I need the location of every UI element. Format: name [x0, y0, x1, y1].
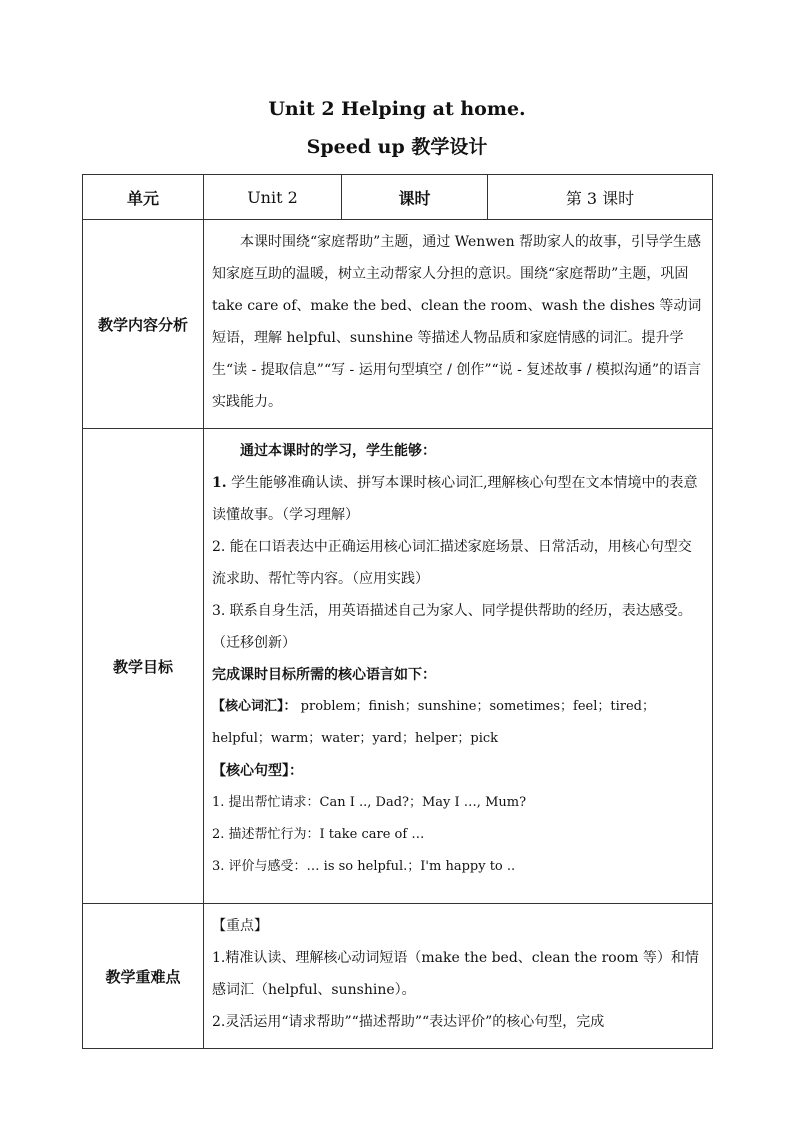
- keypoint-1: 1.精准认读、理解核心动词短语（make the bed、clean the room 等）和情感词汇（helpful、sunshine）。: [212, 950, 699, 998]
- lesson-label-cell: [342, 175, 488, 220]
- unit-value: Unit 2: [247, 187, 298, 207]
- goals-content-cell: [204, 429, 713, 904]
- core-language-intro: 完成课时目标所需的核心语言如下：: [212, 667, 436, 683]
- analysis-row: [83, 220, 713, 429]
- goal-item-2: 2. 能在口语表达中正确运用核心词汇描述家庭场景、日常活动，用核心句型交流求助、帮忙等内容。（应用实践）: [212, 539, 692, 587]
- lesson-value-cell: [488, 175, 713, 220]
- analysis-label: 教学内容分析: [97, 315, 188, 334]
- goal-item-3: 3. 联系自身生活，用英语描述自己为家人、同学提供帮助的经历，表达感受。（迁移创新）: [212, 603, 692, 651]
- keypoints-heading: 【重点】: [212, 918, 268, 934]
- analysis-label-cell: [83, 220, 204, 429]
- keypoint-2: 2.灵活运用“请求帮助”“描述帮助”“表达评价”的核心句型，完成: [212, 1014, 605, 1030]
- goal-item-1: [212, 467, 704, 531]
- unit-value-cell: [204, 175, 342, 220]
- goals-label: 教学目标: [112, 657, 173, 676]
- keypoints-label: 教学重难点: [105, 967, 181, 986]
- core-vocab-list: problem；finish；sunshine；sometimes；feel；tired；helpful；warm；water；yard；helper；pick: [212, 699, 656, 746]
- analysis-text: 本课时围绕“家庭帮助”主题，通过 Wenwen 帮助家人的故事，引导学生感知家庭互助的温暖，树立主动帮家人分担的意识。围绕“家庭帮助”主题，巩固 take care of、make the bed、clean the room、wash the dishes 等动词短语，理解 helpful、sunshine 等描述人物品质和家庭情感的词汇。提升学生“读 - 提取信息”“写 - 运用句型填空 / 创作”“说 - 复述故事 / 模拟沟通”的语言实践能力。: [212, 234, 702, 410]
- goal-item-1-text: 学生能够准确认读、拼写本课时核心词汇,理解核心句型在文本情境中的表意读懂故事。（学习理解）: [212, 475, 698, 523]
- lesson-plan-table: [82, 174, 713, 1049]
- core-sentence-3: 3. 评价与感受：… is so helpful.；I'm happy to ..: [212, 859, 516, 874]
- goals-label-cell: [83, 429, 204, 904]
- unit-label-cell: [83, 175, 204, 220]
- core-sentence-label: 【核心句型】：: [212, 763, 303, 779]
- goal-item-1-number: 1.: [212, 475, 227, 491]
- keypoints-label-cell: [83, 904, 204, 1049]
- goals-row: [83, 429, 713, 904]
- unit-label: 单元: [126, 188, 159, 208]
- document-title: Unit 2 Helping at home.: [268, 98, 526, 120]
- lesson-value: 第 3 课时: [565, 188, 635, 208]
- document-subtitle: Speed up 教学设计: [306, 136, 488, 158]
- core-sentence-2: 2. 描述帮忙行为：I take care of …: [212, 827, 425, 842]
- goals-intro: 通过本课时的学习，学生能够：: [240, 443, 436, 459]
- analysis-content-cell: [204, 220, 713, 429]
- keypoints-row: [83, 904, 713, 1049]
- core-sentence-1: 1. 提出帮忙请求：Can I .., Dad?；May I …, Mum?: [212, 795, 527, 810]
- header-row: [83, 175, 713, 220]
- core-vocab-line: [212, 691, 704, 755]
- keypoints-content-cell: [204, 904, 713, 1049]
- lesson-label: 课时: [398, 188, 431, 208]
- core-vocab-label: 【核心词汇】：: [212, 699, 297, 714]
